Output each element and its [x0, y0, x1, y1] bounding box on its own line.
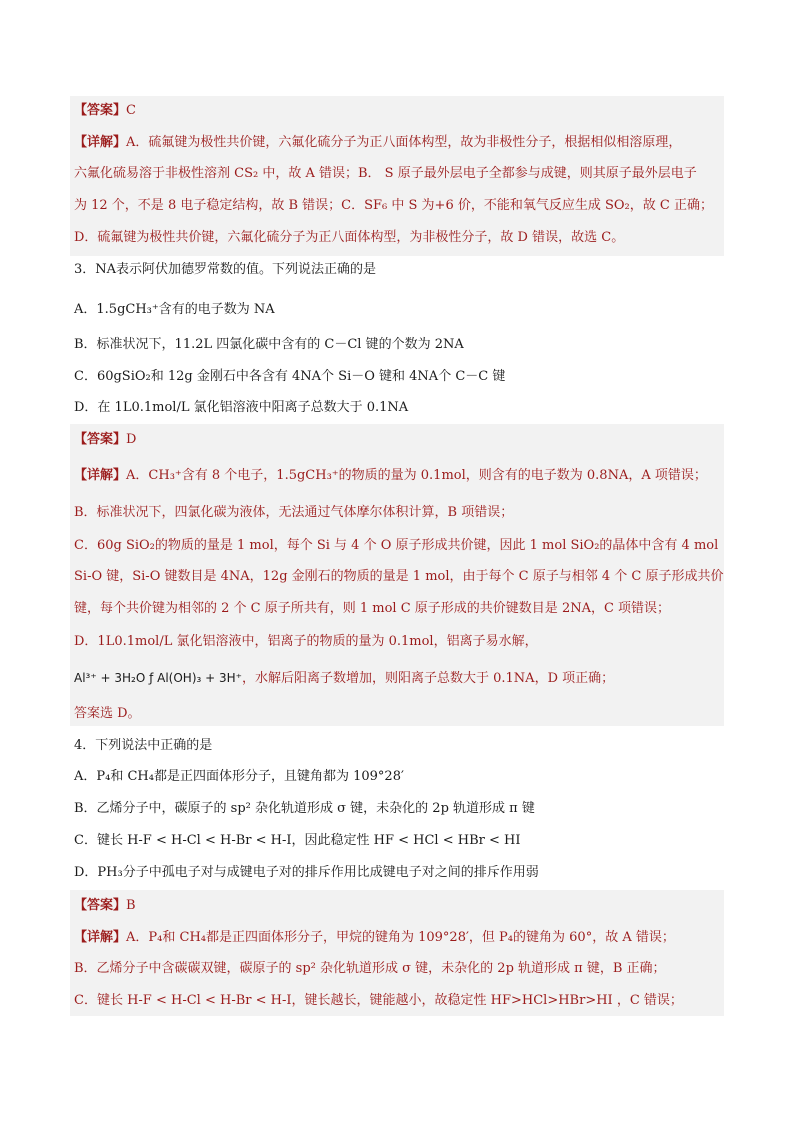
option-d: D．在 1L0.1mol/L 氯化铝溶液中阳离子总数大于 0.1NA	[74, 400, 409, 415]
detail-tag: 【详解】	[74, 930, 127, 945]
detail-text: A．硫氟键为极性共价键，六氟化硫分子为正八面体构型，故为非极性分子，根据相似相溶原理，	[126, 135, 682, 150]
answer-value: D	[126, 432, 137, 447]
detail-line: Si-O 键，Si-O 键数目是 4NA，12g 金刚石的物质的量是 1 mol，由于每个 C 原子与相邻 4 个 C 原子形成共价	[74, 569, 724, 584]
detail-line: D．1L0.1mol/L 氯化铝溶液中，铝离子的物质的量为 0.1mol，铝离子易水解，	[74, 634, 538, 649]
equation-tail: ，水解后阳离子数增加，则阳离子总数大于 0.1NA，D 项正确；	[242, 671, 615, 686]
detail-line	[74, 466, 707, 486]
detail-line: 为 12 个，不是 8 电子稳定结构，故 B 错误；C．SF₆ 中 S 为+6 价，不能和氧气反应生成 SO₂，故 C 正确；	[74, 198, 713, 213]
detail-line	[74, 133, 681, 153]
detail-line: D．硫氟键为极性共价键，六氟化硫分子为正八面体构型，为非极性分子，故 D 错误，故选 C。	[74, 230, 625, 245]
option-a: A．P₄和 CH₄都是正四面体形分子，且键角都为 109°28′	[74, 769, 404, 784]
detail-line: 键，每个共价键为相邻的 2 个 C 原子所共有，则 1 mol C 原子形成的共价键数目是 2NA，C 项错误；	[74, 601, 671, 616]
detail-line	[74, 928, 675, 948]
detail-line: B．乙烯分子中含碳碳双键，碳原子的 sp² 杂化轨道形成 σ 键，未杂化的 2p 轨道形成 π 键，B 正确；	[74, 961, 666, 976]
option-b: B．标准状况下，11.2L 四氯化碳中含有的 C－Cl 键的个数为 2NA	[74, 337, 464, 352]
detail-line: B．标准状况下，四氯化碳为液体，无法通过气体摩尔体积计算，B 项错误；	[74, 505, 514, 520]
option-a: A．1.5gCH₃⁺含有的电子数为 NA	[74, 302, 275, 317]
detail-line: C．键长 H-F < H-Cl < H-Br < H-I，键长越长，键能越小，故稳定性 HF>HCl>HBr>HI ，C 错误；	[74, 993, 683, 1008]
option-c: C．60gSiO₂和 12g 金刚石中各含有 4NA个 Si－O 键和 4NA个 C－C 键	[74, 369, 506, 384]
detail-tag: 【详解】	[74, 135, 127, 150]
answer-value: B	[126, 898, 136, 913]
answer-value: C	[126, 103, 136, 118]
answer-tag: 【答案】	[74, 432, 127, 447]
conclusion: 答案选 D。	[74, 706, 141, 721]
detail-text: A．CH₃⁺含有 8 个电子，1.5gCH₃⁺的物质的量为 0.1mol，则含有的电子数为 0.8NA，A 项错误；	[126, 468, 707, 483]
option-b: B．乙烯分子中，碳原子的 sp² 杂化轨道形成 σ 键，未杂化的 2p 轨道形成 π 键	[74, 801, 535, 816]
detail-line: 六氟化硫易溶于非极性溶剂 CS₂ 中，故 A 错误；B． S 原子最外层电子全都参与成键，则其原子最外层电子	[74, 166, 697, 181]
hydrolysis-equation: Al³⁺ + 3H₂O ƒ Al(OH)₃ + 3H⁺	[74, 671, 242, 685]
answer-tag: 【答案】	[74, 898, 127, 913]
detail-tag: 【详解】	[74, 468, 127, 483]
equation-line	[74, 668, 614, 689]
detail-line: C．60g SiO₂的物质的量是 1 mol，每个 Si 与 4 个 O 原子形成共价键，因此 1 mol SiO₂的晶体中含有 4 mol	[74, 538, 719, 553]
answer-line	[74, 896, 136, 916]
detail-text: A．P₄和 CH₄都是正四面体形分子，甲烷的键角为 109°28′，但 P₄的键角为 60°，故 A 错误；	[126, 930, 675, 945]
answer-line	[74, 101, 136, 121]
question-stem: 4．下列说法中正确的是	[74, 738, 213, 753]
question-stem: 3．NA表示阿伏加德罗常数的值。下列说法正确的是	[74, 262, 377, 277]
option-d: D．PH₃分子中孤电子对与成键电子对的排斥作用比成键电子对之间的排斥作用弱	[74, 865, 539, 880]
answer-line	[74, 430, 136, 450]
answer-tag: 【答案】	[74, 103, 127, 118]
option-c: C．键长 H-F < H-Cl < H-Br < H-I，因此稳定性 HF < HCl < HBr < HI	[74, 833, 521, 848]
